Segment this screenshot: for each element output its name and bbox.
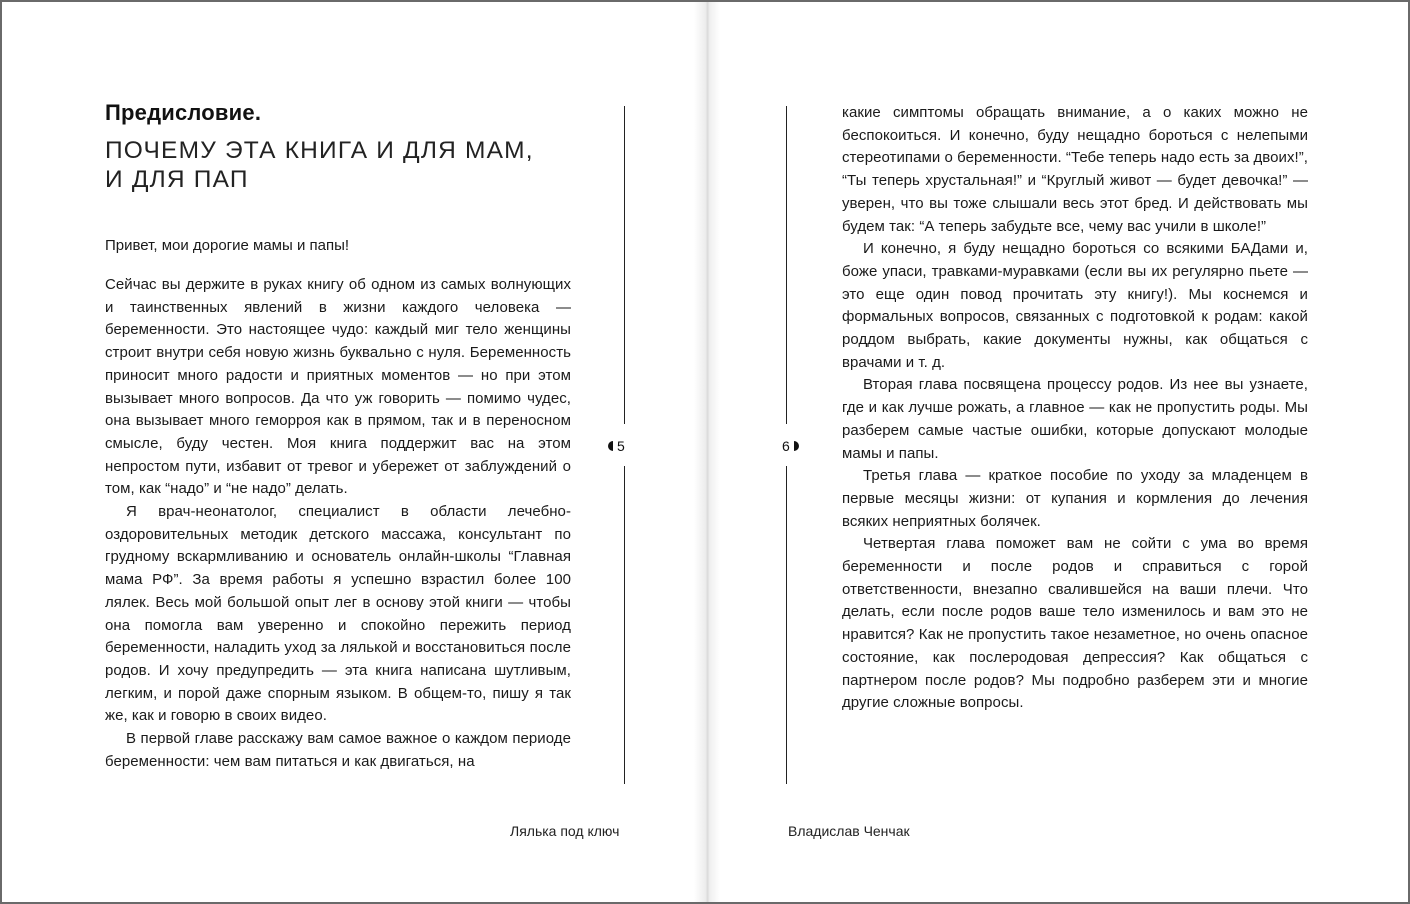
chapter-title-line-2: И ДЛЯ ПАП (105, 166, 249, 193)
right-page-body (842, 102, 1308, 715)
running-footer-title: Лялька под ключ (510, 823, 620, 839)
left-page-body (105, 274, 571, 773)
paragraph: Я врач-неонатолог, специалист в области лечебно-оздоровительных методик детского массажа, консультант по грудному вскармливанию и основатель онлайн-школы “Главная мама РФ”. За время работы я успешно взрастил более 100 лялек. Весь мой большой опыт лег в основу этой книги — чтобы она помогла вам уверенно и спокойно пережить период беременности, наладить уход за лялькой и восстановиться после родов. И хочу предупредить — эта книга написана шутливым, легким, и порой даже спорным языком. В общем-то, пишу я так же, как и говорю в своих видео. (105, 503, 571, 725)
running-footer-author: Владислав Ченчак (788, 823, 910, 839)
paragraph: какие симптомы обращать внимание, а о каких можно не беспокоиться. И конечно, буду нещадно бороться с нелепыми стереотипами о беременности. “Тебе теперь надо есть за двоих!”, “Ты теперь хрустальная!” и “Круглый живот — будет девочка!” — уверен, что вы тоже слышали весь этот бред. И действовать мы будем так: “А теперь забудьте все, чему вас учили в школе!” (842, 104, 1308, 235)
paragraph: Вторая глава посвящена процессу родов. Из нее вы узнаете, где и как лучше рожать, а главное — как не пропустить роды. Мы разберем самые частые ошибки, которые допускают молодые мамы и папы. (842, 376, 1308, 462)
page-number: 5 (617, 438, 625, 454)
margin-rule-bottom (624, 466, 625, 784)
page-number-marker (608, 435, 625, 457)
chapter-heading: Предисловие. (105, 100, 262, 125)
paragraph: Четвертая глава поможет вам не сойти с ума во время беременности и после родов и справиться с горой ответственности, внезапно свалившейся на ваши плечи. Что делать, если после родов ваше тело изменилось и вам это не нравится? Как не пропустить такое незаметное, но очень опасное состояние, как послеродовая депрессия? Как общаться с партнером после родов? Мы подробно разберем эти и многие другие сложные вопросы. (842, 535, 1308, 712)
margin-rule-top (786, 106, 787, 424)
chapter-title-line-1: ПОЧЕМУ ЭТА КНИГА И ДЛЯ МАМ, (105, 137, 534, 164)
margin-rule-bottom (786, 466, 787, 784)
chapter-title (105, 136, 585, 194)
paragraph: И конечно, я буду нещадно бороться со всякими БАДами и, боже упаси, травками-муравками (если вы их регулярно пьете — это еще один повод прочитать эту книгу!). Мы коснемся и формальных вопросов, связанных с подготовкой к родам: какой роддом выбрать, какие документы нужны, как общаться с врачами и т. д. (842, 240, 1308, 371)
margin-rule-top (624, 106, 625, 424)
left-page (2, 2, 702, 902)
paragraph: Третья глава — краткое пособие по уходу за младенцем в первые месяцы жизни: от купания и кормления до лечения всяких неприятных болячек. (842, 467, 1308, 530)
page-number: 6 (782, 438, 790, 454)
greeting-text: Привет, мои дорогие мамы и папы! (105, 237, 350, 254)
paragraph: Сейчас вы держите в руках книгу об одном из самых волнующих и таинственных явлений в жизни каждого человека — беременности. Это настоящее чудо: каждый миг тело женщины строит внутри себя новую жизнь буквально с нуля. Беременность приносит много радости и приятных моментов — но при этом вызывает много вопросов. Да что уж говорить — помимо чудес, она вызывает много геморроя как в прямом, так и в переносном смысле, буду честен. Моя книга поддержит вас на этом непростом пути, избавит от тревог и убережет от заблуждений о том, как “надо” и “не надо” делать. (105, 276, 571, 498)
right-page (708, 2, 1408, 902)
paragraph: В первой главе расскажу вам самое важное о каждом периоде беременности: чем вам питаться и как двигаться, на (105, 730, 571, 770)
page-number-marker (782, 435, 799, 457)
half-circle-left-icon (608, 441, 613, 451)
half-circle-right-icon (794, 441, 799, 451)
